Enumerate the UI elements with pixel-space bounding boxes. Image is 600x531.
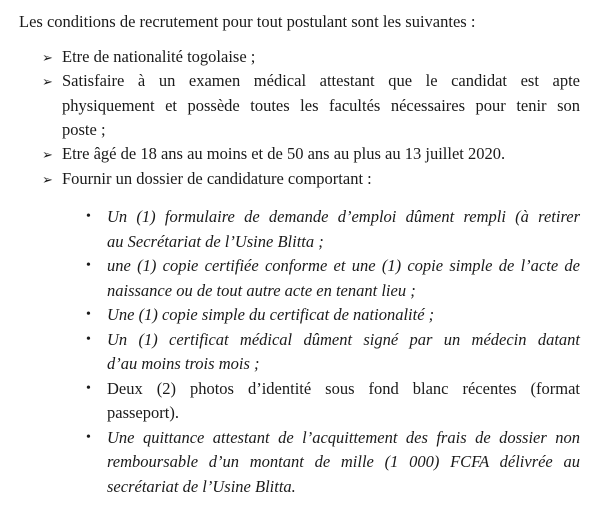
condition-age: Etre âgé de 18 ans au moins et de 50 ans au plus au 13 juillet 2020. <box>62 144 506 163</box>
dot-bullet-icon: • <box>86 258 91 273</box>
arrow-bullet-icon: ➢ <box>42 74 53 89</box>
arrow-bullet-icon: ➢ <box>42 50 53 65</box>
dot-bullet-icon: • <box>86 307 91 322</box>
condition-dossier: Fournir un dossier de candidature comportant : <box>62 169 372 188</box>
arrow-bullet-icon: ➢ <box>42 147 53 162</box>
document-photos-line-1: Deux (2) photos d’identité sous fond blanc récentes (format <box>107 379 580 398</box>
dot-bullet-icon: • <box>86 209 91 224</box>
document-birth-line-1: une (1) copie certifiée conforme et une (1) copie simple de l’acte de <box>107 256 580 275</box>
document-receipt-line-3: secrétariat de l’Usine Blitta. <box>107 477 296 496</box>
condition-nationality: Etre de nationalité togolaise ; <box>62 47 256 66</box>
dot-bullet-icon: • <box>86 381 91 396</box>
dot-bullet-icon: • <box>86 332 91 347</box>
document-photos-line-2: passeport). <box>107 403 179 422</box>
dot-bullet-icon: • <box>86 430 91 445</box>
document-form-line-1: Un (1) formulaire de demande d’emploi dûment rempli (à retirer <box>107 207 580 226</box>
document-receipt-line-2: remboursable d’un montant de mille (1 000) FCFA délivrée au <box>107 452 580 471</box>
condition-medical-line-3: poste ; <box>62 120 106 139</box>
document-medical-line-2: d’au moins trois mois ; <box>107 354 260 373</box>
document-birth-line-2: naissance ou de tout autre acte en tenant lieu ; <box>107 281 416 300</box>
condition-medical-line-2: physiquement et possède toutes les facultés nécessaires pour tenir son <box>62 96 580 115</box>
condition-medical-line-1: Satisfaire à un examen médical attestant que le candidat est apte <box>62 71 580 90</box>
arrow-bullet-icon: ➢ <box>42 172 53 187</box>
document-form-line-2: au Secrétariat de l’Usine Blitta ; <box>107 232 324 251</box>
document-receipt-line-1: Une quittance attestant de l’acquittement des frais de dossier non <box>107 428 580 447</box>
document-medical-line-1: Un (1) certificat médical dûment signé par un médecin datant <box>107 330 580 349</box>
intro-text: Les conditions de recrutement pour tout postulant sont les suivantes : <box>19 12 476 31</box>
document-nationality: Une (1) copie simple du certificat de nationalité ; <box>107 305 435 324</box>
